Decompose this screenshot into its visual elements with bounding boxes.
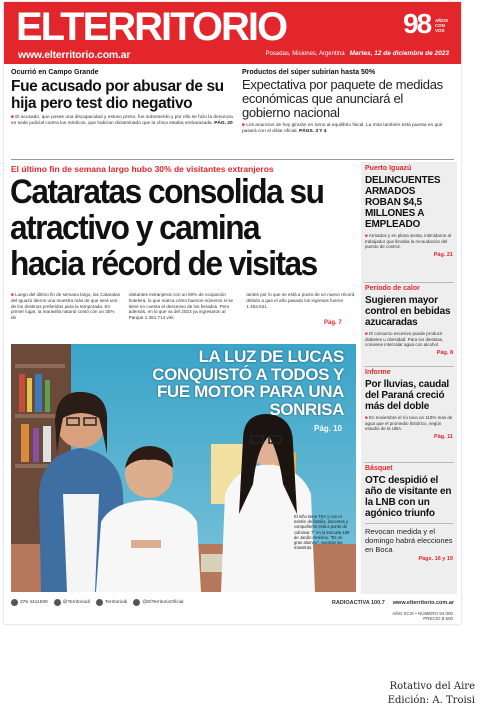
sidebar-page-ref[interactable]: Págs. 16 y 19 [418, 556, 453, 562]
anniversary-number: 98 [403, 8, 431, 39]
sidebar-headline[interactable]: Por lluvias, caudal del Paraná creció más del doble [365, 379, 450, 412]
lead-kicker: El último fin de semana largo hubo 30% de visitantes extranjeros [11, 164, 274, 174]
lead-column-2: visitantes extranjeros con un 80% de ocupación hotelera, lo que marca cómo buenos números si se tiene en cuenta el descenso de los feriados. Pero además, en lo que va del 2023 ya ingresaron al Parque 1.451.714 visi- [128, 292, 234, 321]
sidebar-page-ref[interactable]: Pág. 21 [433, 251, 453, 258]
divider [364, 366, 454, 367]
lead-column-1: ■ Luego del último fin de semana largo, las Cataratas del Iguazú dieron una muestra más de que será uno de los destinos preferidos para la temporada. En primer lugar, la maravilla natural contó con un 30% de [11, 292, 121, 332]
story-kicker: Productos del súper subirían hasta 50% [242, 69, 376, 76]
place: Posadas, Misiones, Argentina [265, 51, 345, 57]
instagram-icon [133, 599, 140, 606]
story-economic-measures[interactable] [242, 69, 454, 159]
facebook-icon [96, 599, 103, 606]
sidebar-summary: ■ En noviembre el río tuvo un 119% más de agua que el promedio histórico, según estudio de la UBA. [365, 415, 453, 432]
sidebar-tag: Básquet [365, 465, 393, 472]
edition-info: AÑO XCIX • NÚMERO 94.000 PRECIO $ 500 [392, 611, 453, 621]
instagram-link[interactable]: @ElTerritorioOficial [133, 599, 183, 606]
credits [388, 680, 475, 708]
sidebar-page-ref[interactable]: Pág. 8 [436, 349, 453, 356]
photo-page-ref[interactable]: Pág. 10 [313, 424, 342, 433]
sidebar-page-ref[interactable]: Pág. 11 [434, 433, 453, 440]
radio-logo[interactable]: RADIOACTIVA 100.7 [331, 599, 385, 606]
story-campo-grande[interactable] [11, 69, 237, 159]
masthead-url[interactable]: www.elterritorio.com.ar [18, 49, 131, 61]
twitter-icon [54, 599, 61, 606]
sidebar-story-basquet[interactable] [365, 465, 453, 562]
photo-headline[interactable]: LA LUZ DE LUCAS CONQUISTÓ A TODOS Y FUE MOTOR PARA UNA SONRISA [152, 347, 344, 419]
whatsapp-icon [11, 599, 18, 606]
dateline [266, 50, 449, 57]
sidebar-summary: ■ Armados y en plena siesta, intimidaron al trabajador que llevaba la recaudación del puesto de control. [365, 233, 453, 250]
sidebar-tag: Puerto Iguazú [365, 165, 412, 172]
divider [11, 159, 454, 160]
sidebar-story-calor[interactable] [365, 285, 453, 356]
cover-photo[interactable] [11, 344, 356, 592]
lead-body [11, 292, 356, 332]
lead-headline[interactable]: Cataratas consolida su atractivo y camina hacia récord de visitas [10, 173, 324, 283]
lead-column-3: tantes por lo que se está a punto de un nuevo récord, debido a que el año pasado los ingresos fueron 1.453.641. [246, 292, 356, 309]
newspaper-front-page [4, 2, 461, 624]
credits-editor: Edición: A. Troisi [387, 695, 475, 706]
masthead [4, 2, 461, 64]
anniversary-badge [403, 10, 447, 44]
story-summary: ■ Los anuncios de hoy girarán en torno al equilibrio fiscal. La mira también está puesta en qué pasará con el dólar oficial. PÁGS. 3 Y 4 [242, 123, 454, 135]
twitter-link[interactable]: @Territoriodi [54, 599, 90, 606]
footer-bar [11, 596, 454, 609]
sidebar-summary: ■ El consumo excesivo puede producir diabetes u obesidad. Para los dietistas, conviene intercalar agua con alcohol. [365, 331, 453, 348]
lead-page-ref[interactable]: Pág. 7 [324, 320, 342, 326]
newspaper-logo[interactable]: ELTERRITORIO [16, 5, 287, 49]
sidebar-story-informe[interactable] [365, 369, 453, 440]
sidebar [361, 162, 457, 594]
divider [364, 462, 454, 463]
story-headline[interactable]: Fue acusado por abusar de su hija pero test dio negativo [11, 78, 224, 112]
sidebar-headline[interactable]: OTC despidió el año de visitante en la LNB con un agónico triunfo [365, 475, 452, 519]
photo-caption: El niño tiene TEA y con el sostén de familia, docentes y compañeros está a punto de culminar 7° en la Escuela 186 de Jardín América. "Es un gran alumno", cuentan las maestras. [294, 514, 350, 551]
anniversary-text: AÑOS CON VOS [435, 18, 449, 33]
story-headline[interactable]: Expectativa por paquete de medidas económicas que anunciará el gobierno nacional [242, 77, 443, 120]
footer-url[interactable]: www.elterritorio.com.ar [392, 599, 454, 606]
whatsapp-contact[interactable]: 376 4411599 [11, 599, 48, 606]
sidebar-tag: Informe [365, 369, 391, 376]
credits-source: Rotativo del Aire [389, 681, 475, 692]
story-kicker: Ocurrió en Campo Grande [11, 69, 99, 76]
sidebar-story-puerto-iguazu[interactable] [365, 165, 453, 258]
facebook-link[interactable]: Territoriodi [96, 599, 127, 606]
date: Martes, 12 de diciembre de 2023 [349, 50, 449, 57]
sidebar-subheadline[interactable]: Revocan medida y el domingo habrá elecciones en Boca [365, 523, 453, 554]
sidebar-headline[interactable]: DELINCUENTES ARMADOS ROBAN $4,5 MILLONES A EMPLEADO [365, 175, 441, 230]
sidebar-tag: Período de calor [365, 285, 420, 292]
story-summary: ■ El acusado, que posee una discapacidad y estuvo preso, fue sobreseído y por ello se hizo la denuncia en sede judicial contra los médicos, que habrían dictaminado que la chica estaba embarazada. PÁG. 20 [11, 115, 237, 127]
divider [364, 282, 454, 283]
sidebar-headline[interactable]: Sugieren mayor control en bebidas azucaradas [365, 295, 451, 328]
